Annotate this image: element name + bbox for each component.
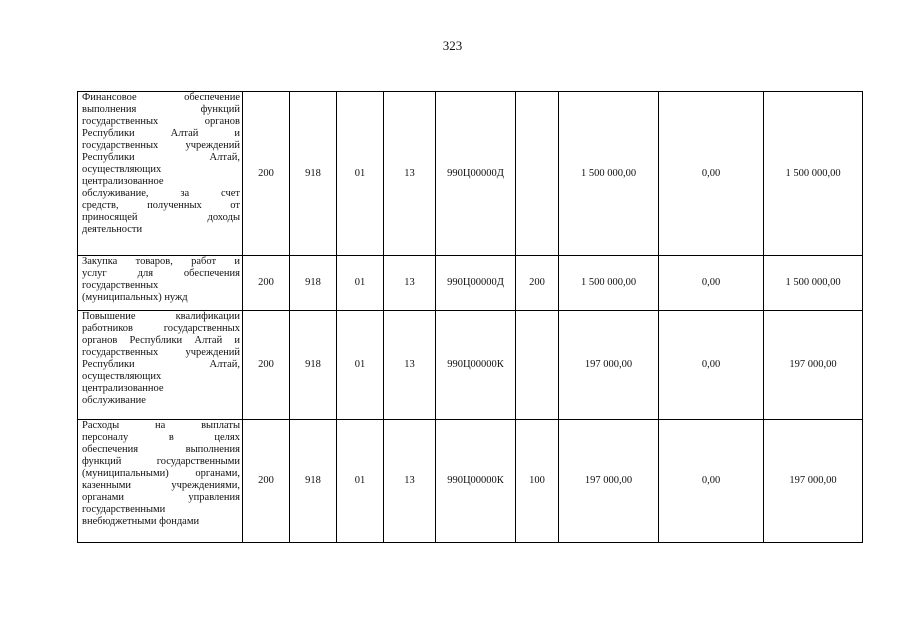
amount2-cell: 0,00	[659, 92, 764, 256]
name-line: обслуживание, за счет	[82, 188, 240, 199]
name-line: Республики Алтай,	[82, 152, 240, 163]
budget-table	[77, 91, 863, 543]
section-cell: 01	[337, 92, 384, 256]
amount2-cell: 0,00	[659, 420, 764, 543]
table-row	[78, 256, 863, 311]
name-line: централизованное	[82, 176, 164, 187]
name-line: деятельности	[82, 224, 143, 235]
target-cell: 990Ц00000Д	[436, 92, 516, 256]
expense-type-cell: 200	[516, 256, 559, 311]
name-line: персоналу в целях	[82, 432, 240, 443]
name-line: Закупка товаров, работ и	[82, 256, 240, 267]
amount1-cell: 197 000,00	[559, 420, 659, 543]
amount2-cell: 0,00	[659, 256, 764, 311]
name-line: функций государственными	[82, 456, 240, 467]
section-cell: 01	[337, 311, 384, 420]
subsection-cell: 13	[384, 92, 436, 256]
name-line: казенными учреждениями,	[82, 480, 240, 491]
table-row	[78, 311, 863, 420]
code2-cell: 918	[290, 311, 337, 420]
name-line: государственных учреждений	[82, 347, 240, 358]
target-cell: 990Ц00000Д	[436, 256, 516, 311]
target-cell: 990Ц00000К	[436, 420, 516, 543]
name-line: органами управления	[82, 492, 240, 503]
name-line: осуществляющих	[82, 164, 162, 175]
code2-cell: 918	[290, 256, 337, 311]
name-line: обеспечения выполнения	[82, 444, 240, 455]
name-line: государственных	[82, 280, 159, 291]
name-line: государственными	[82, 504, 166, 515]
name-line: приносящей доходы	[82, 212, 240, 223]
row-name-cell	[78, 420, 243, 543]
code2-cell: 918	[290, 92, 337, 256]
name-line: (муниципальными) органами,	[82, 468, 240, 479]
code2-cell: 918	[290, 420, 337, 543]
expense-type-cell	[516, 92, 559, 256]
amount1-cell: 197 000,00	[559, 311, 659, 420]
row-name-cell	[78, 256, 243, 311]
name-line: обслуживание	[82, 395, 146, 406]
section-cell: 01	[337, 420, 384, 543]
name-line: Республики Алтай,	[82, 359, 240, 370]
name-line: средств, полученных от	[82, 200, 240, 211]
amount1-cell: 1 500 000,00	[559, 256, 659, 311]
table-row	[78, 420, 863, 543]
target-cell: 990Ц00000К	[436, 311, 516, 420]
row-name-cell	[78, 92, 243, 256]
section-cell: 01	[337, 256, 384, 311]
page-number: 323	[442, 38, 463, 53]
name-line: выполнения функций	[82, 104, 240, 115]
name-line: (муниципальных) нужд	[82, 292, 188, 303]
name-line: внебюджетными фондами	[82, 516, 200, 527]
name-line: Расходы на выплаты	[82, 420, 240, 431]
name-line: работников государственных	[82, 323, 240, 334]
name-line: Республики Алтай и	[82, 128, 240, 139]
name-line: органов Республики Алтай и	[82, 335, 240, 346]
expense-type-cell: 100	[516, 420, 559, 543]
name-line: государственных органов	[82, 116, 240, 127]
expense-type-cell	[516, 311, 559, 420]
amount3-cell: 1 500 000,00	[764, 92, 863, 256]
table-row	[78, 92, 863, 256]
amount1-cell: 1 500 000,00	[559, 92, 659, 256]
amount2-cell: 0,00	[659, 311, 764, 420]
name-line: услуг для обеспечения	[82, 268, 240, 279]
code1-cell: 200	[243, 311, 290, 420]
row-name-cell	[78, 311, 243, 420]
name-line: Повышение квалификации	[82, 311, 240, 322]
code1-cell: 200	[243, 420, 290, 543]
amount3-cell: 1 500 000,00	[764, 256, 863, 311]
amount3-cell: 197 000,00	[764, 311, 863, 420]
code1-cell: 200	[243, 256, 290, 311]
subsection-cell: 13	[384, 256, 436, 311]
amount3-cell: 197 000,00	[764, 420, 863, 543]
name-line: Финансовое обеспечение	[82, 92, 240, 103]
subsection-cell: 13	[384, 311, 436, 420]
code1-cell: 200	[243, 92, 290, 256]
name-line: государственных учреждений	[82, 140, 240, 151]
name-line: централизованное	[82, 383, 164, 394]
name-line: осуществляющих	[82, 371, 162, 382]
subsection-cell: 13	[384, 420, 436, 543]
